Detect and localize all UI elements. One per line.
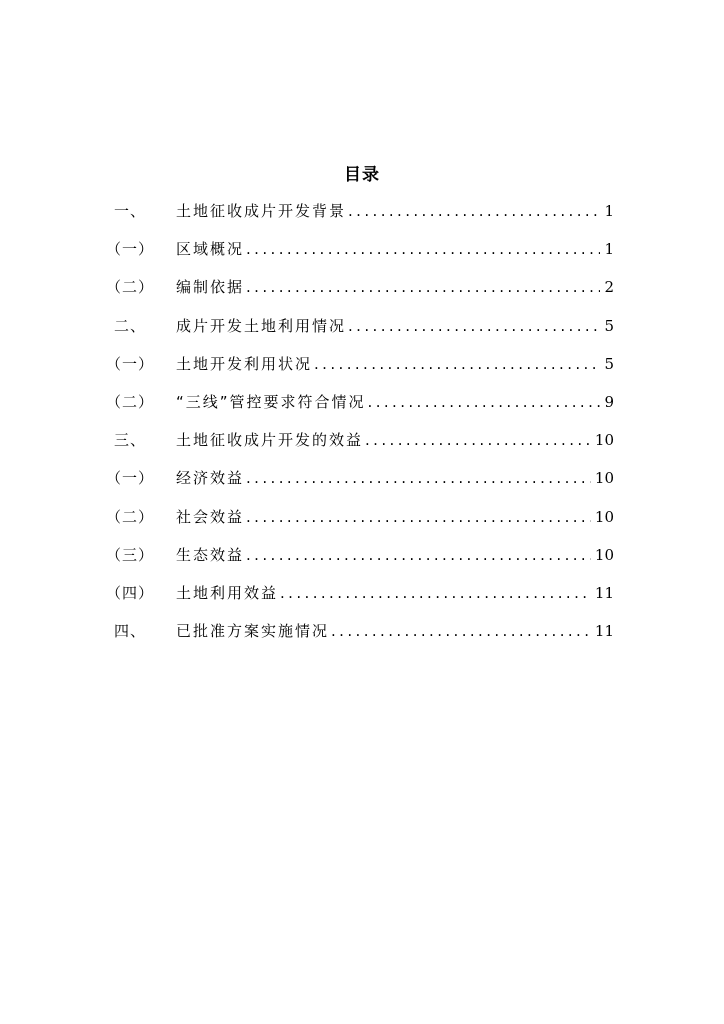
toc-entry-text: 社会效益: [176, 507, 245, 526]
toc-entry[interactable]: [106, 236, 614, 274]
toc-entry-text: 生态效益: [176, 545, 245, 564]
toc-dot-leader: [348, 198, 600, 224]
toc-entry-number: （二）: [106, 392, 155, 411]
toc-entry[interactable]: [106, 351, 614, 389]
toc-entry-page: 2: [604, 278, 614, 297]
toc-dot-leader: [246, 542, 591, 568]
toc-entry-text: “三线”管控要求符合情况: [176, 392, 366, 411]
toc-entry-text: 土地征收成片开发的效益: [176, 431, 364, 450]
toc-title: 目录: [344, 165, 380, 185]
toc-dot-leader: [246, 504, 591, 530]
toc-list: [106, 198, 614, 656]
toc-entry-number: 三、: [114, 431, 147, 450]
toc-entry-page: 10: [594, 431, 614, 450]
toc-entry-text: 经济效益: [176, 469, 245, 488]
toc-entry-number: （三）: [106, 545, 155, 564]
toc-entry-page: 11: [594, 622, 614, 641]
toc-entry-number: （二）: [106, 507, 155, 526]
toc-entry[interactable]: [114, 427, 614, 465]
toc-entry-page: 10: [594, 545, 614, 564]
toc-entry[interactable]: [114, 198, 614, 236]
toc-dot-leader: [246, 465, 591, 491]
toc-entry-text: 编制依据: [176, 278, 245, 297]
toc-entry[interactable]: [106, 504, 614, 542]
toc-entry-text: 成片开发土地利用情况: [176, 316, 347, 335]
toc-dot-leader: [368, 389, 601, 415]
toc-entry-number: 一、: [114, 202, 147, 220]
toc-dot-leader: [280, 580, 591, 606]
toc-entry-page: 10: [594, 469, 614, 488]
toc-entry-text: 土地利用效益: [176, 583, 279, 602]
toc-entry[interactable]: [114, 313, 614, 351]
toc-entry-text: 土地征收成片开发背景: [176, 202, 347, 220]
toc-entry[interactable]: [106, 274, 614, 312]
toc-dot-leader: [314, 351, 600, 377]
toc-entry-page: 11: [594, 583, 614, 602]
toc-entry-text: 已批准方案实施情况: [176, 622, 330, 641]
toc-dot-leader: [246, 274, 600, 300]
toc-dot-leader: [348, 313, 600, 339]
toc-dot-leader: [331, 618, 591, 644]
toc-entry[interactable]: [106, 389, 614, 427]
toc-entry-page: 10: [594, 507, 614, 526]
toc-entry[interactable]: [106, 580, 614, 618]
toc-entry-page: 5: [604, 354, 614, 373]
toc-entry[interactable]: [114, 618, 614, 656]
toc-entry-number: （一）: [106, 469, 155, 488]
toc-entry-number: 二、: [114, 316, 147, 335]
toc-entry-number: 四、: [114, 622, 147, 641]
toc-entry-page: 9: [604, 392, 614, 411]
toc-entry-number: （一）: [106, 240, 155, 259]
toc-entry[interactable]: [106, 542, 614, 580]
toc-entry-number: （二）: [106, 278, 155, 297]
toc-entry-number: （一）: [106, 354, 155, 373]
toc-dot-leader: [246, 236, 600, 262]
toc-entry-page: 5: [604, 316, 614, 335]
toc-entry-text: 土地开发利用状况: [176, 354, 313, 373]
toc-entry[interactable]: [106, 465, 614, 503]
toc-entry-number: （四）: [106, 583, 155, 602]
toc-entry-page: 1: [604, 240, 614, 259]
toc-entry-page: 1: [604, 202, 614, 220]
toc-entry-text: 区域概况: [176, 240, 245, 259]
toc-dot-leader: [365, 427, 591, 453]
